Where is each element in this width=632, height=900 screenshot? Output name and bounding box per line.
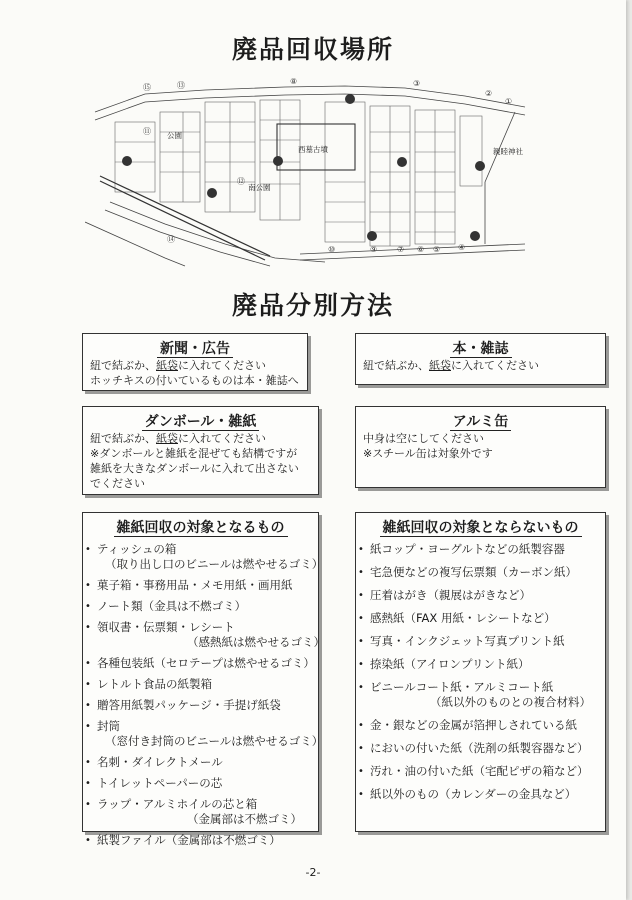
map-number: ⑧ — [290, 77, 298, 86]
box-line: 中身は空にしてください — [363, 432, 484, 445]
list-item — [356, 565, 605, 580]
list-item-text: • トイレットペーパーの芯 — [97, 776, 223, 790]
map-number: ① — [505, 97, 513, 106]
map-label-park: 南公園 — [248, 183, 271, 192]
map-number: ② — [485, 89, 493, 98]
list-item — [356, 611, 605, 626]
map-number: ⑭ — [167, 235, 175, 244]
list-item-text: • 圧着はがき（親展はがきなど） — [370, 588, 531, 602]
box-line: ※ダンボールと雑紙を混ぜても結構ですが — [90, 447, 298, 460]
list-item-text: • 贈答用紙製パッケージ・手提げ紙袋 — [97, 698, 281, 712]
sorting-title: 廃品分別方法 — [231, 291, 394, 320]
box-books — [355, 333, 606, 385]
list-item — [83, 578, 318, 593]
box-cardboard — [82, 406, 319, 495]
list-item — [83, 698, 318, 713]
list-item — [83, 833, 318, 848]
list-item-note: （感熱紙は燃やせるゴミ） — [187, 635, 325, 649]
list-item — [83, 677, 318, 692]
box-line: ホッチキスの付いているものは本・雑誌へ — [90, 374, 299, 387]
map-label-jinja: 親睦神社 — [493, 147, 523, 156]
map-number: ⑮ — [143, 83, 151, 92]
list-item-text: • 金・銀などの金属が箔押しされている紙 — [370, 718, 577, 732]
list-item-text: • 汚れ・油の付いた紙（宅配ピザの箱など） — [370, 764, 589, 778]
accept-list — [82, 512, 325, 847]
list-item-text: • 紙以外のもの（カレンダーの金具など） — [370, 787, 577, 801]
box-title: 本・雑誌 — [450, 341, 512, 358]
map-number: ④ — [458, 243, 466, 252]
map-number: ⑨ — [370, 245, 378, 254]
box-line: 紐で結ぶか、紙袋に入れてください — [90, 359, 266, 372]
list-item — [356, 718, 605, 733]
list-item — [83, 719, 324, 749]
list-item-text: • ラップ・アルミホイルの芯と箱 — [97, 797, 258, 811]
box-line: 雑紙を大きなダンボールに入れて出さない — [90, 462, 299, 475]
box-title: ダンボール・雑紙 — [142, 414, 260, 431]
map-label-park: 公園 — [167, 131, 182, 140]
list-item-text: • 領収書・伝票類・レシート — [97, 620, 235, 634]
list-item — [83, 755, 318, 770]
box-line: 紐で結ぶか、紙袋に入れてください — [90, 432, 266, 445]
list-item-text: • 感熱紙（FAX 用紙・レシートなど） — [370, 611, 556, 625]
list-item-text: • 紙コップ・ヨーグルトなどの紙製容器 — [370, 542, 565, 556]
box-aluminum-cans — [355, 406, 606, 488]
reject-title: 雑紙回収の対象とならないもの — [380, 520, 582, 537]
box-title: アルミ缶 — [450, 414, 511, 431]
list-item — [83, 620, 325, 650]
list-item — [356, 787, 605, 802]
list-item — [83, 797, 318, 827]
list-item — [356, 680, 605, 710]
list-item-text: • レトルト食品の紙製箱 — [97, 677, 212, 691]
map-number: ③ — [413, 79, 421, 88]
page-number: -2- — [305, 866, 321, 879]
collection-map — [85, 72, 535, 268]
list-item — [83, 656, 318, 671]
map-number: ⑫ — [237, 177, 245, 186]
list-item-note: （紙以外のものとの複合材料） — [430, 695, 591, 709]
list-item-text: • 菓子箱・事務用品・メモ用紙・画用紙 — [97, 578, 293, 592]
map-number: ⑥ — [417, 245, 425, 254]
list-item-text: • においの付いた紙（洗剤の紙製容器など） — [370, 741, 589, 755]
box-line: でください — [90, 477, 145, 490]
list-item-note: （金属部は不燃ゴミ） — [187, 812, 302, 826]
map-number: ⑬ — [177, 81, 185, 90]
map-number: ⑤ — [433, 245, 441, 254]
map-label-kofun: 西墓古墳 — [298, 145, 328, 154]
list-item — [356, 741, 605, 756]
accept-items — [83, 542, 325, 848]
list-item-text: • 封筒 — [97, 719, 120, 733]
list-item-text: • ティッシュの箱 — [97, 542, 177, 556]
list-item — [83, 776, 318, 791]
list-item — [356, 588, 605, 603]
box-newspaper — [82, 333, 308, 391]
list-item-text: • 写真・インクジェット写真プリント紙 — [370, 634, 565, 648]
list-item — [356, 764, 605, 779]
map-number: ⑦ — [397, 245, 405, 254]
list-item-note: （取り出し口のビニールは燃やせるゴミ） — [105, 557, 324, 571]
map-number: ⑪ — [143, 127, 151, 136]
list-item-text: • 捺染紙（アイロンプリント紙） — [370, 657, 530, 671]
list-item — [83, 599, 318, 614]
list-item-text: • 紙製ファイル（金属部は不燃ゴミ） — [97, 833, 281, 847]
list-item — [356, 634, 605, 649]
list-item-text: • ビニールコート紙・アルミコート紙 — [370, 680, 554, 694]
list-item-note: （窓付き封筒のビニールは燃やせるゴミ） — [105, 734, 324, 748]
list-item-text: • 宅急便などの複写伝票類（カーボン紙） — [370, 565, 577, 579]
accept-title: 雑紙回収の対象となるもの — [114, 520, 288, 537]
box-title: 新聞・広告 — [157, 341, 233, 358]
list-item-text: • 名刺・ダイレクトメール — [97, 755, 223, 769]
collection-title: 廃品回収場所 — [231, 35, 394, 64]
reject-list — [355, 512, 606, 832]
list-item — [356, 657, 605, 672]
box-line: ※スチール缶は対象外です — [363, 447, 493, 460]
list-item — [356, 542, 605, 557]
list-item-text: • ノート類（金具は不燃ゴミ） — [97, 599, 247, 613]
map-number: ⑩ — [328, 245, 336, 254]
list-item-text: • 各種包装紙（セロテープは燃やせるゴミ） — [97, 656, 315, 670]
reject-items — [356, 542, 605, 802]
box-line: 紐で結ぶか、紙袋に入れてください — [363, 359, 539, 372]
list-item — [83, 542, 324, 572]
